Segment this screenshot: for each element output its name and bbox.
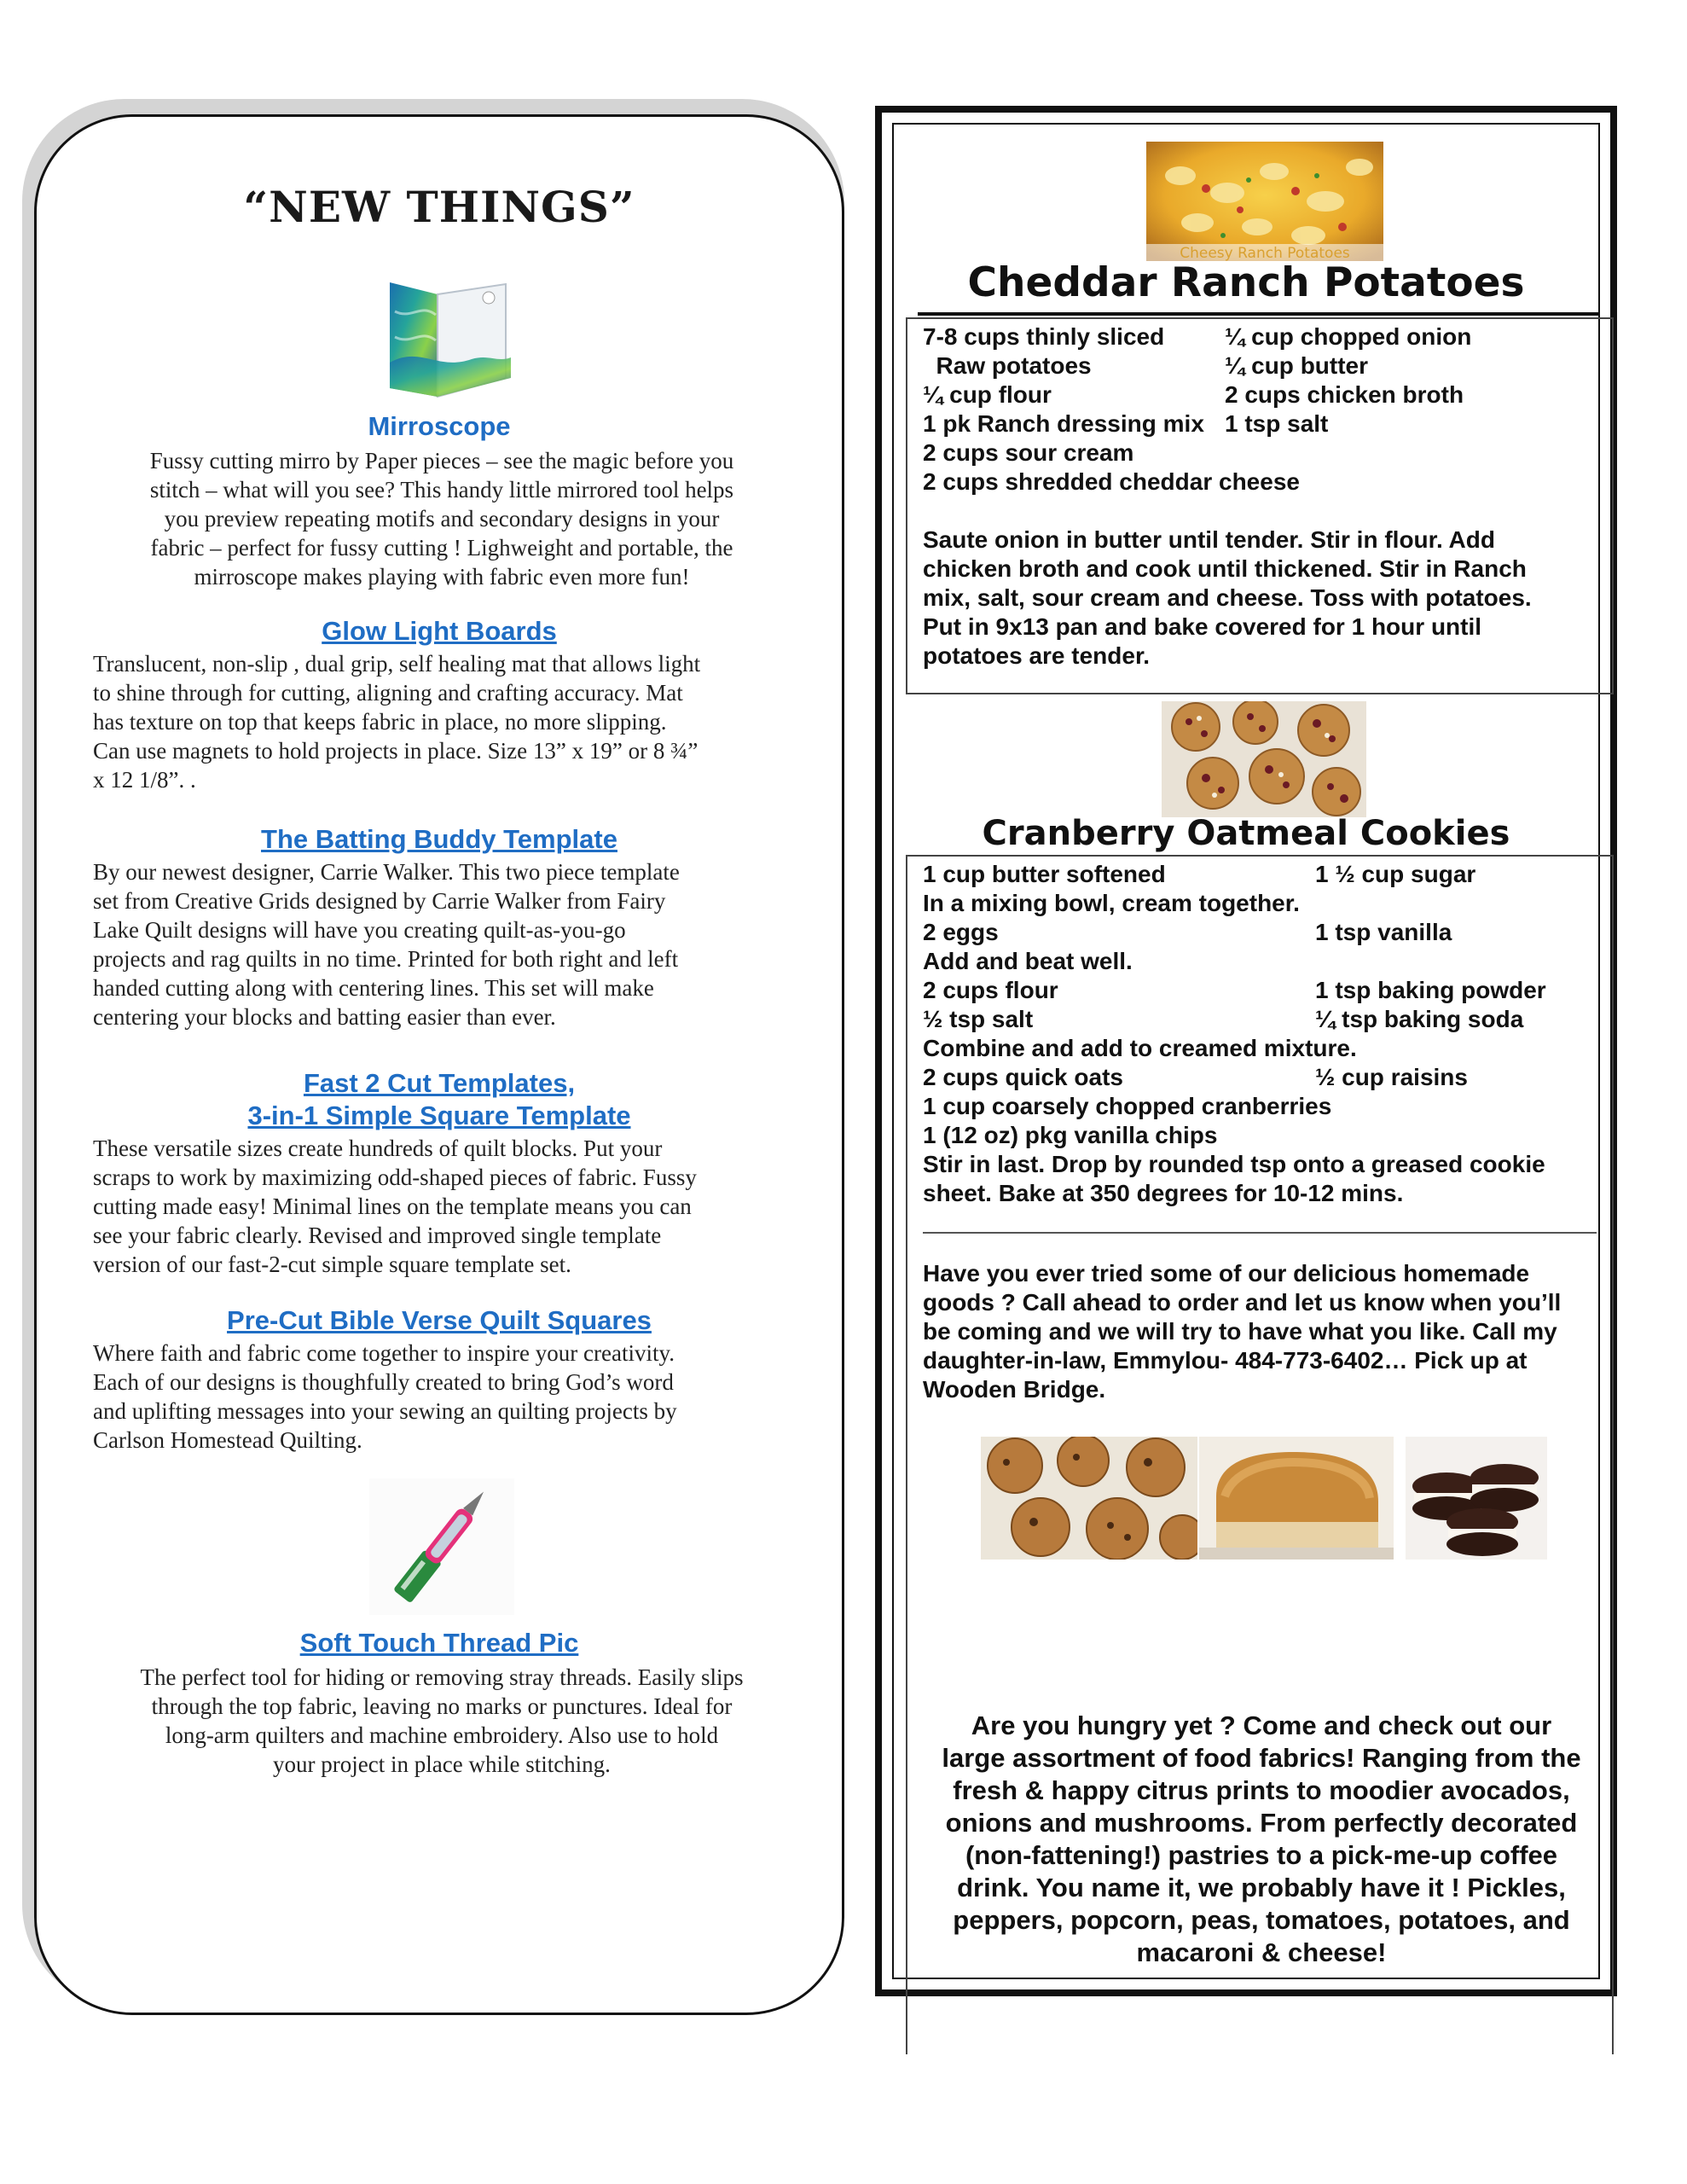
text-line: Each of our designs is thoughfully created to bring God’s word [93,1369,674,1395]
whoopie-pies-photo [1406,1437,1547,1560]
text-line: see your fabric clearly. Revised and improved single template [93,1223,662,1248]
recipe-line: 1 (12 oz) pkg vanilla chips [923,1122,1218,1148]
ingredient: 1 tsp salt [1225,410,1329,437]
text-line: be coming and we will try to have what you like. Call my [923,1318,1557,1345]
bible-verse-squares-description [93,1339,826,1455]
text-line: Have you ever tried some of our delicious homemade [923,1260,1530,1287]
thread-pic-title: Soft Touch Thread Pic [299,1628,579,1658]
text-line: mix, salt, sour cream and cheese. Toss with potatoes. [923,584,1532,611]
text-line: drink. You name it, we probably have it ! Pickles, [957,1873,1566,1902]
text-line: Where faith and fabric come together to inspire your creativity. [93,1340,675,1366]
recipe-line: 1 tsp baking powder [1315,977,1546,1003]
text-line: large assortment of food fabrics! Ranging from the [942,1743,1581,1773]
potatoes-directions [923,526,1605,671]
recipe-line: 1 tsp vanilla [1315,919,1452,945]
text-line: through the top fabric, leaving no marks or punctures. Ideal for [151,1693,733,1719]
text-line: you preview repeating motifs and secondary designs in your [164,506,720,531]
ingredient: ¼ cup butter [1225,352,1369,379]
cranberry-cookies-photo [1162,701,1366,817]
text-line: Can use magnets to hold projects in place. Size 13” x 19” or 8 ¾” [93,738,699,764]
simple-square-title: 3-in-1 Simple Square Template [247,1101,631,1130]
thread-pic-description [71,1663,813,1779]
glow-light-boards-title: Glow Light Boards [322,616,557,646]
ingredient: ¼ cup flour [923,381,1052,408]
order-ahead-text [923,1259,1605,1404]
fast-2-cut-title: Fast 2 Cut Templates, [303,1068,576,1098]
thread-pic-image [369,1478,514,1615]
text-line: The perfect tool for hiding or removing stray threads. Easily slips [140,1664,744,1690]
text-line: potatoes are tender. [923,642,1151,669]
text-line: handed cutting along with centering lines. This set will make [93,975,654,1001]
text-line: chicken broth and cook until thickened. Stir in Ranch [923,555,1527,582]
bible-verse-squares-title: Pre-Cut Bible Verse Quilt Squares [227,1305,652,1335]
oatmeal-cookies-photo [981,1437,1197,1560]
potatoes-recipe-box [906,317,1614,694]
text-line: daughter-in-law, Emmylou- 484-773-6402… Pick up at [923,1347,1528,1374]
new-things-title: “NEW THINGS” [243,182,635,232]
recipes-panel [875,106,1617,1996]
ingredient: 1 pk Ranch dressing mix [923,410,1204,437]
recipe-line: ½ cup raisins [1315,1064,1468,1090]
recipe-line: Stir in last. Drop by rounded tsp onto a greased cookie [923,1151,1545,1177]
cookies-recipe-box [906,855,1614,2054]
text-line: peppers, popcorn, peas, tomatoes, potatoes, and [953,1905,1570,1935]
ingredient: ¼ cup chopped onion [1225,323,1472,350]
recipe-line: 2 cups flour [923,977,1058,1003]
text-line: projects and rag quilts in no time. Printed for both right and left [93,946,679,972]
text-line: x 12 1/8”. . [93,767,196,793]
recipe-line: ¼ tsp baking soda [1315,1006,1524,1032]
ingredient: 2 cups chicken broth [1225,381,1464,408]
divider [923,1232,1597,1234]
text-line: Translucent, non-slip , dual grip, self healing mat that allows light [93,651,701,677]
recipe-line: In a mixing bowl, cream together. [923,890,1300,916]
cranberry-oatmeal-cookies-title: Cranberry Oatmeal Cookies [982,814,1510,853]
text-line: Lake Quilt designs will have you creating quilt-as-you-go [93,917,626,943]
text-line: cutting made easy! Minimal lines on the template means you can [93,1194,692,1219]
recipe-line: 1 cup coarsely chopped cranberries [923,1093,1332,1119]
text-line: macaroni & cheese! [1136,1937,1387,1967]
text-line: Wooden Bridge. [923,1376,1106,1403]
ranch-potatoes-photo [1146,142,1383,261]
new-things-panel [34,114,844,2015]
mirroscope-title: Mirroscope [368,411,511,441]
text-line: fresh & happy citrus prints to moodier avocados, [953,1775,1570,1805]
text-line: Carlson Homestead Quilting. [93,1427,362,1453]
recipe-line: 2 cups quick oats [923,1064,1123,1090]
text-line: By our newest designer, Carrie Walker. This two piece template [93,859,680,885]
text-line: Fussy cutting mirro by Paper pieces – see the magic before you [149,448,734,473]
text-line: scraps to work by maximizing odd-shaped pieces of fabric. Fussy [93,1165,697,1190]
recipe-line: ½ tsp salt [923,1006,1034,1032]
recipe-line: 1 cup butter softened [923,861,1166,887]
recipe-line: sheet. Bake at 350 degrees for 10-12 mins. [923,1180,1404,1206]
cheddar-ranch-potatoes-title: Cheddar Ranch Potatoes [967,259,1525,306]
glow-light-boards-description [93,649,826,794]
recipe-line: Add and beat well. [923,948,1133,974]
title-rule [918,312,1600,316]
text-line: (non-fattening!) pastries to a pick-me-up coffee [965,1840,1558,1870]
text-line: Saute onion in butter until tender. Stir in flour. Add [923,526,1495,553]
text-line: fabric – perfect for fussy cutting ! Lighweight and portable, the [150,535,733,561]
text-line: your project in place while stitching. [273,1751,611,1777]
text-line: Put in 9x13 pan and bake covered for 1 hour until [923,613,1482,640]
text-line: Are you hungry yet ? Come and check out our [971,1711,1552,1740]
text-line: stitch – what will you see? This handy little mirrored tool helps [149,477,734,502]
text-line: centering your blocks and batting easier than ever. [93,1004,556,1030]
text-line: long-arm quilters and machine embroidery. Also use to hold [165,1722,719,1748]
text-line: set from Creative Grids designed by Carrie Walker from Fairy [93,888,666,914]
mirroscope-image [386,277,514,404]
ingredient: 7-8 cups thinly sliced [923,323,1165,350]
recipe-line: Combine and add to creamed mixture. [923,1035,1357,1061]
batting-buddy-title: The Batting Buddy Template [261,824,617,854]
text-line: mirroscope makes playing with fabric even more fun! [194,564,690,590]
recipe-line: 2 eggs [923,919,999,945]
food-fabrics-promo [907,1710,1615,1969]
recipes-panel-inner [892,123,1600,1979]
batting-buddy-description [93,857,826,1031]
text-line: and uplifting messages into your sewing an quilting projects by [93,1398,677,1424]
ingredient: 2 cups sour cream [923,439,1134,466]
ingredient: 2 cups shredded cheddar cheese [923,468,1300,495]
text-line: version of our fast-2-cut simple square template set. [93,1252,571,1277]
text-line: to shine through for cutting, aligning and crafting accuracy. Mat [93,680,683,706]
text-line: has texture on top that keeps fabric in place, no more slipping. [93,709,667,735]
text-line: These versatile sizes create hundreds of quilt blocks. Put your [93,1136,663,1161]
recipe-line: 1 ½ cup sugar [1315,861,1476,887]
fast-2-cut-description [93,1134,826,1279]
ranch-potatoes-photo-caption: Cheesy Ranch Potatoes [1180,245,1350,261]
text-line: onions and mushrooms. From perfectly decorated [945,1808,1578,1838]
mirroscope-description [71,446,813,591]
text-line: goods ? Call ahead to order and let us know when you’ll [923,1289,1562,1316]
bread-loaf-photo [1199,1437,1394,1560]
ingredient: Raw potatoes [923,352,1092,379]
